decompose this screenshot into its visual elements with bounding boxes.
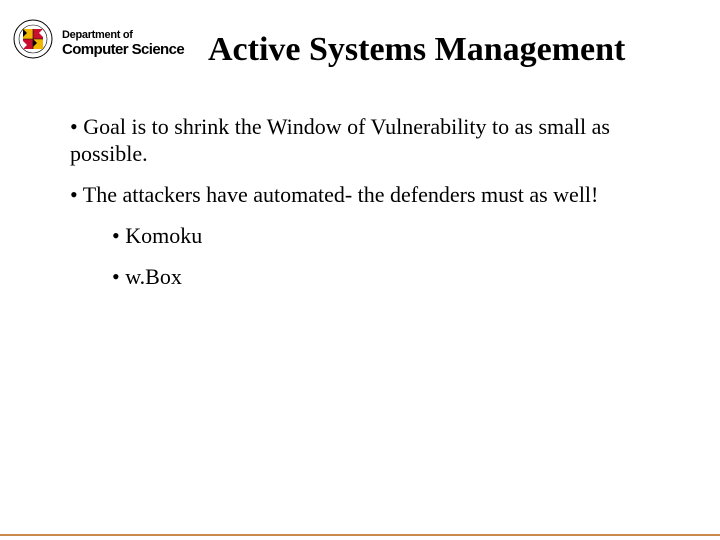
university-seal-logo xyxy=(13,17,53,61)
footer-divider xyxy=(0,534,720,536)
department-wordmark xyxy=(62,30,184,57)
department-line-2: Computer Science xyxy=(62,41,185,58)
department-line-1: Department of xyxy=(62,29,133,41)
bullet-item-goal: • Goal is to shrink the Window of Vulnerability to as small as possible. xyxy=(70,114,610,166)
bullet-item-automation: • The attackers have automated- the defenders must as well! xyxy=(70,182,599,207)
sub-bullet-item-wbox: • w.Box xyxy=(112,264,182,289)
sub-bullet-item-komoku: • Komoku xyxy=(112,223,203,248)
slide-title: Active Systems Management xyxy=(208,31,626,68)
bullet-list xyxy=(70,113,650,304)
